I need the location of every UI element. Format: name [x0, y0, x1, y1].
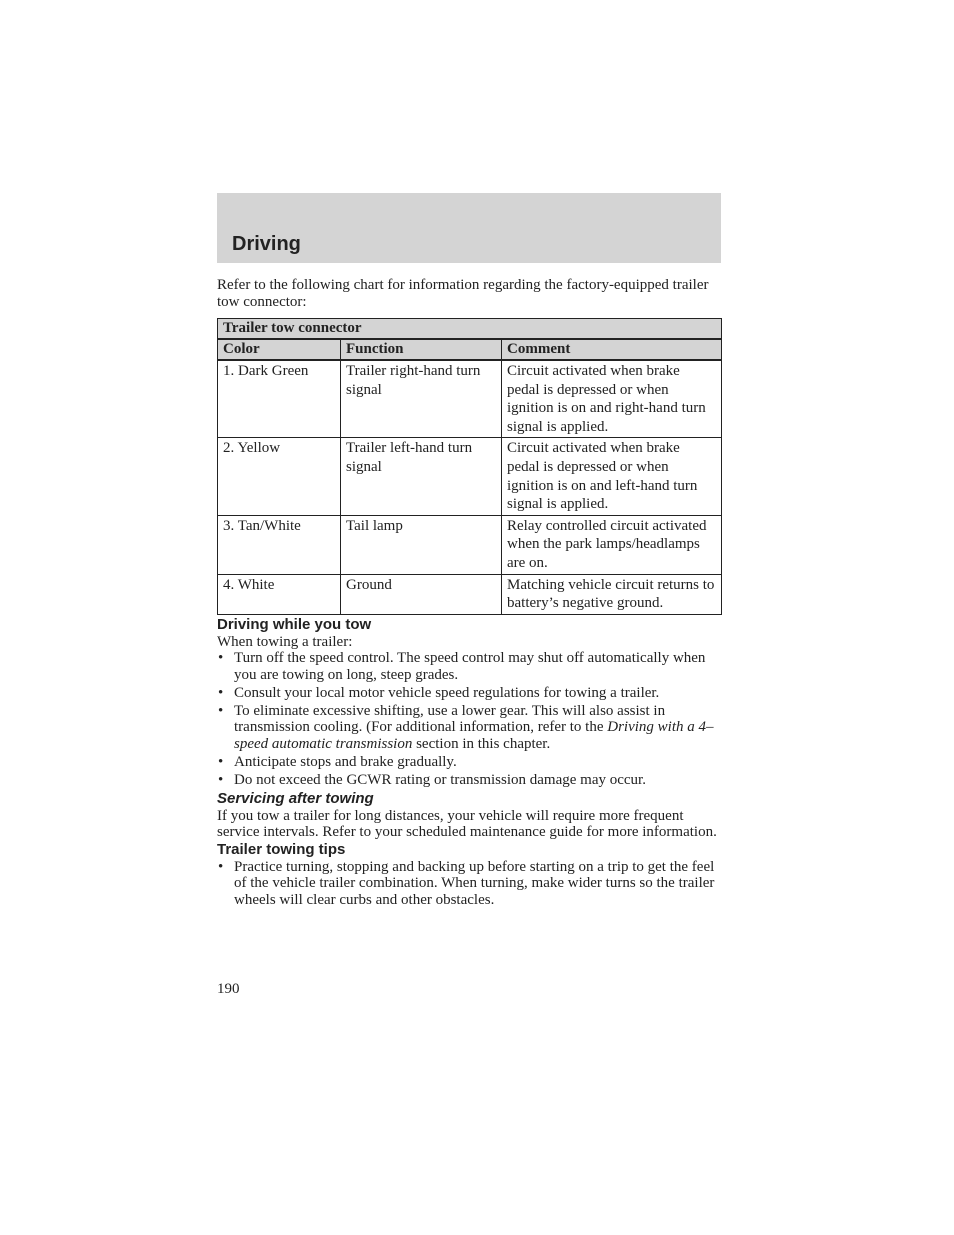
servicing-paragraph: If you tow a trailer for long distances, your vehicle will require more frequent service intervals. Refer to your scheduled maintenance guide for more information.: [217, 807, 717, 841]
cell-function: Trailer left-hand turn signal: [341, 438, 502, 515]
list-item: • Practice turning, stopping and backing up before starting on a trip to get the feel of the vehicle trailer combination. When turning, make wider turns so the trailer wheels will clear curbs and other obstacles.: [218, 858, 715, 908]
cell-function: Ground: [341, 574, 502, 614]
towing-bullet-list: [217, 650, 723, 788]
cell-comment: Circuit activated when brake pedal is depressed or when ignition is on and right-hand turn signal is applied.: [502, 360, 722, 438]
list-item: • Turn off the speed control. The speed control may shut off automatically when you are towing on long, steep grades.: [218, 650, 706, 683]
cell-comment: Relay controlled circuit activated when the park lamps/headlamps are on.: [502, 515, 722, 574]
column-header-comment: Comment: [502, 339, 722, 360]
bullet-glyph: •: [218, 650, 224, 667]
table-row: [218, 515, 722, 574]
table-header-row: [218, 339, 722, 360]
table-caption: Trailer tow connector: [218, 319, 722, 340]
cell-color: 3. Tan/White: [218, 515, 341, 574]
cell-comment: Matching vehicle circuit returns to battery’s negative ground.: [502, 574, 722, 614]
table-row: [218, 574, 722, 614]
tips-bullet-list: [217, 859, 723, 909]
section-header-bar: [217, 193, 721, 263]
list-item: • Do not exceed the GCWR rating or transmission damage may occur.: [218, 771, 646, 788]
towing-lead-text: When towing a trailer:: [217, 633, 353, 650]
column-header-function: Function: [341, 339, 502, 360]
bullet-glyph: •: [218, 753, 224, 770]
heading-driving-while-you-tow: Driving while you tow: [217, 615, 372, 633]
cell-function: Tail lamp: [341, 515, 502, 574]
bullet-glyph: •: [218, 702, 224, 719]
intro-paragraph: Refer to the following chart for information regarding the factory-equipped trailer tow connector:: [217, 277, 709, 310]
cell-function: Trailer right-hand turn signal: [341, 360, 502, 438]
cross-reference: Driving with a 4–speed automatic transmission: [234, 719, 714, 752]
table-caption-row: [218, 319, 722, 340]
list-item: • To eliminate excessive shifting, use a lower gear. This will also assist in transmission cooling. (For additional information, refer to the Driving with a 4–speed automatic transmission section in this chapter.: [218, 702, 714, 752]
table-row: [218, 438, 722, 515]
page-content: [217, 277, 723, 910]
heading-trailer-towing-tips: Trailer towing tips: [217, 840, 346, 858]
cell-color: 1. Dark Green: [218, 360, 341, 438]
bullet-glyph: •: [218, 771, 224, 788]
table-row: [218, 360, 722, 438]
cell-comment: Circuit activated when brake pedal is depressed or when ignition is on and left-hand turn signal is applied.: [502, 438, 722, 515]
trailer-connector-table: [217, 318, 722, 615]
heading-servicing-after-towing: Servicing after towing: [217, 789, 374, 807]
bullet-glyph: •: [218, 684, 224, 701]
list-item: • Consult your local motor vehicle speed regulations for towing a trailer.: [218, 684, 660, 701]
cell-color: 4. White: [218, 574, 341, 614]
bullet-glyph: •: [218, 858, 224, 875]
page-number: 190: [217, 981, 240, 997]
section-title: Driving: [232, 233, 301, 255]
column-header-color: Color: [218, 339, 341, 360]
list-item: • Anticipate stops and brake gradually.: [218, 753, 457, 770]
cell-color: 2. Yellow: [218, 438, 341, 515]
